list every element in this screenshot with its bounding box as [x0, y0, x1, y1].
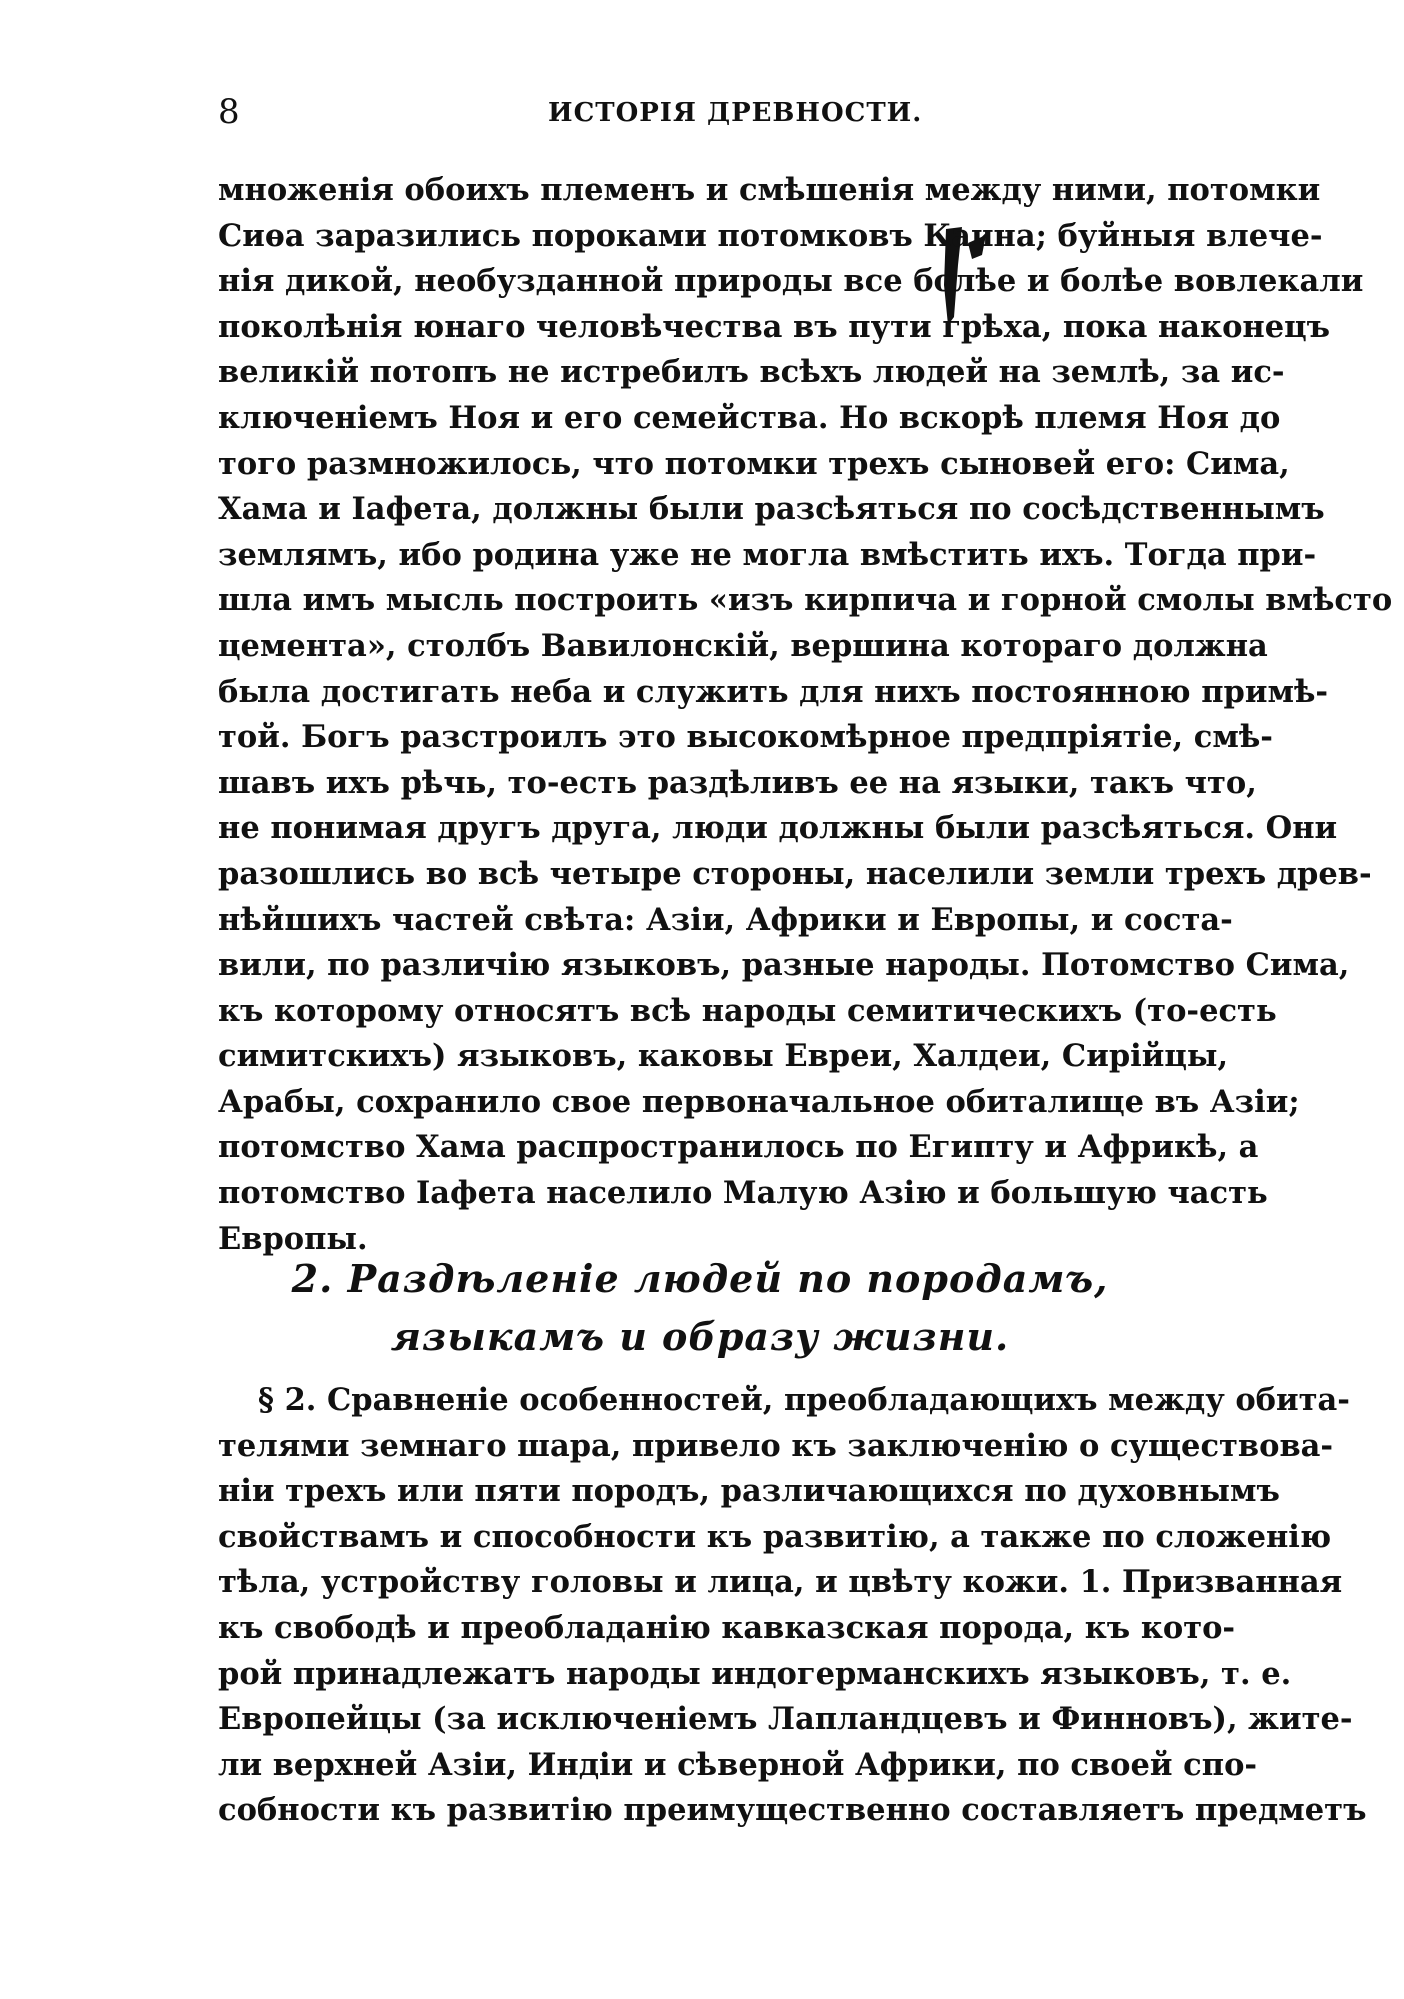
- text-line: потомство Іафета населило Малую Азію и большую часть: [218, 1175, 1268, 1212]
- text-line: рой принадлежатъ народы индогерманскихъ языковъ, т. е.: [218, 1655, 1292, 1692]
- text-line: свойствамъ и способности къ развитію, а также по сложенію: [218, 1518, 1332, 1555]
- text-line: тѣла, устройству головы и лица, и цвѣту кожи. 1. Призванная: [218, 1564, 1343, 1601]
- text-line: была достигать неба и служить для нихъ постоянною примѣ-: [218, 673, 1329, 710]
- page-number: 8: [218, 92, 240, 132]
- paragraph-1: [218, 168, 1393, 1262]
- text-line: нѣйшихъ частей свѣта: Азіи, Африки и Европы, и соста-: [218, 901, 1233, 938]
- page-header: [218, 92, 1198, 132]
- text-line: къ которому относятъ всѣ народы семитическихъ (то-есть: [218, 992, 1277, 1029]
- section-heading-line: языкамъ и образу жизни.: [390, 1314, 1010, 1359]
- text-line: симитскихъ) языковъ, каковы Евреи, Халдеи, Сирійцы,: [218, 1038, 1229, 1075]
- text-line: нія дикой, необузданной природы все болѣе и болѣе вовлекали: [218, 263, 1364, 300]
- text-line: собности къ развитію преимущественно составляетъ предметъ: [218, 1792, 1367, 1829]
- text-line: землямъ, ибо родина уже не могла вмѣстить ихъ. Тогда при-: [218, 536, 1317, 573]
- text-line: Сиѳа заразились пороками потомковъ Каина; буйныя влече-: [218, 217, 1323, 254]
- section-heading: [218, 1250, 1182, 1366]
- text-line: шавъ ихъ рѣчь, то-есть раздѣливъ ее на языки, такъ что,: [218, 764, 1257, 801]
- text-line: цемента», столбъ Вавилонскій, вершина котораго должна: [218, 627, 1268, 664]
- text-line: разошлись во всѣ четыре стороны, населили земли трехъ древ-: [218, 855, 1372, 892]
- text-line: потомство Хама распространилось по Египту и Африкѣ, а: [218, 1129, 1259, 1166]
- text-line: не понимая другъ друга, люди должны были разсѣяться. Они: [218, 810, 1338, 847]
- text-line: того размножилось, что потомки трехъ сыновей его: Сима,: [218, 445, 1290, 482]
- text-line: великій потопъ не истребилъ всѣхъ людей на землѣ, за ис-: [218, 354, 1285, 391]
- text-line: ли верхней Азіи, Индіи и сѣверной Африки, по своей спо-: [218, 1746, 1258, 1783]
- text-line: поколѣнія юнаго человѣчества въ пути грѣха, пока наконецъ: [218, 308, 1331, 345]
- text-line: множенія обоихъ племенъ и смѣшенія между ними, потомки: [218, 172, 1321, 208]
- text-line: § 2. Сравненіе особенностей, преобладающихъ между обита-: [258, 1382, 1350, 1418]
- text-line: Хама и Іафета, должны были разсѣяться по сосѣдственнымъ: [218, 491, 1325, 528]
- paragraph-2: [218, 1378, 1367, 1834]
- text-line: вили, по различію языковъ, разные народы. Потомство Сима,: [218, 947, 1350, 984]
- text-line: телями земнаго шара, привело къ заключенію о существова-: [218, 1427, 1334, 1464]
- section-heading-line: 2. Раздѣленіе людей по породамъ,: [291, 1256, 1109, 1301]
- running-title: ИСТОРІЯ ДРЕВНОСТИ.: [548, 98, 923, 128]
- text-line: той. Богъ разстроилъ это высокомѣрное предпріятіе, смѣ-: [218, 719, 1273, 756]
- text-line: ніи трехъ или пяти породъ, различающихся по духовнымъ: [218, 1473, 1280, 1510]
- text-line: Арабы, сохранило свое первоначальное обиталище въ Азіи;: [218, 1083, 1300, 1120]
- text-line: Европы.: [218, 1220, 368, 1257]
- text-line: Европейцы (за исключеніемъ Лапландцевъ и Финновъ), жите-: [218, 1701, 1353, 1738]
- text-line: шла имъ мысль построить «изъ кирпича и горной смолы вмѣсто: [218, 582, 1393, 619]
- text-line: къ свободѣ и преобладанію кавказская порода, къ кото-: [218, 1609, 1236, 1646]
- text-line: ключеніемъ Ноя и его семейства. Но вскорѣ племя Ноя до: [218, 399, 1281, 436]
